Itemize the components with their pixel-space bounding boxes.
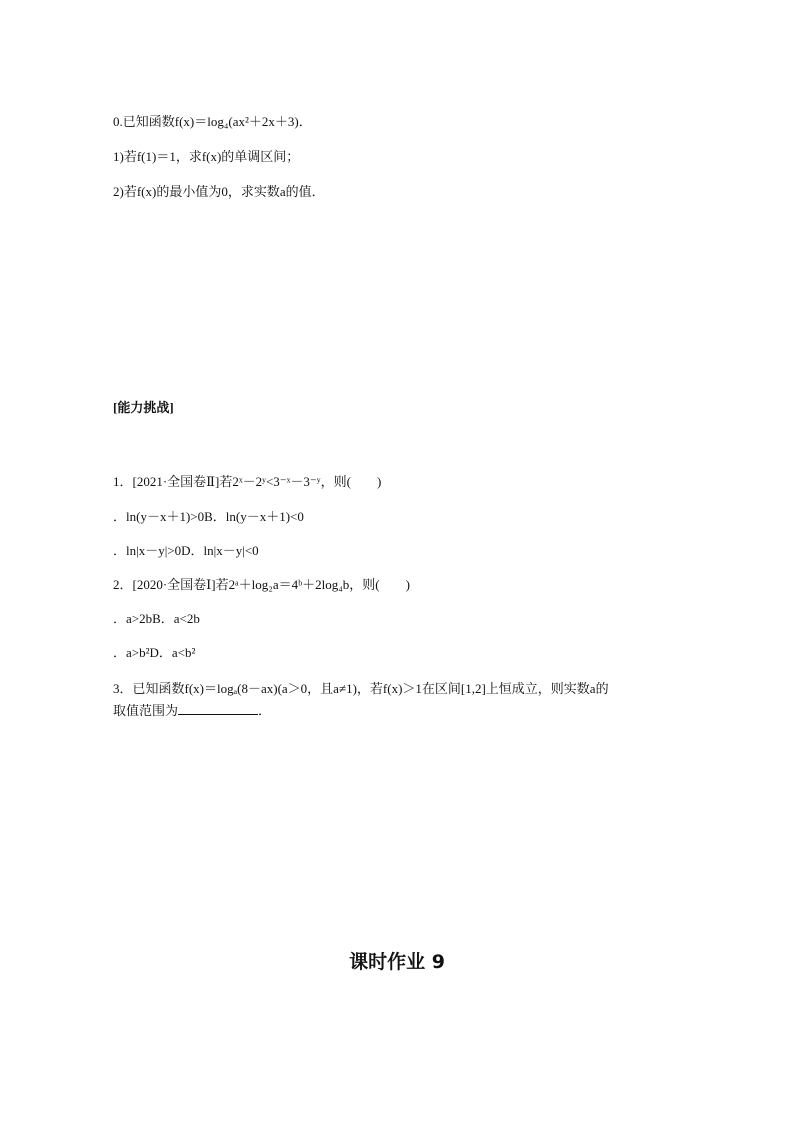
q3-question (113, 678, 685, 722)
q3-stem: 3．已知函数f(x)＝logₐ(8－ax)(a＞0，且a≠1)，若f(x)＞1在区间[1,2]上恒成立，则实数a的 (113, 681, 609, 696)
section-heading: [能力挑战] (113, 400, 174, 415)
problem10-part1: 1)若f(1)＝1，求f(x)的单调区间； (113, 149, 300, 164)
page-title: 课时作业 9 (349, 951, 445, 973)
answer-blank[interactable] (178, 702, 258, 715)
q1-stem: 1．[2021·全国卷Ⅱ]若2ˣ－2ʸ<3⁻ˣ－3⁻ʸ，则( ) (113, 474, 382, 489)
problem10-stem: 0.已知函数f(x)＝log₄(ax²＋2x＋3)． (113, 114, 312, 129)
q1-options-cd: ．ln|x－y|>0D．ln|x－y|<0 (113, 543, 259, 558)
q2-stem: 2．[2020·全国卷Ⅰ]若2ᵃ＋log₂a＝4ᵇ＋2log₄b，则( ) (113, 577, 410, 592)
q3-stem-end: ． (258, 703, 272, 718)
q2-options-ab: ．a>2bB．a<2b (113, 611, 200, 626)
q3-stem-cont: 取值范围为 (113, 703, 179, 718)
q2-options-cd: ．a>b²D．a<b² (113, 645, 196, 660)
q1-options-ab: ．ln(y－x＋1)>0B．ln(y－x＋1)<0 (113, 509, 304, 524)
problem10-part2: 2)若f(x)的最小值为0，求实数a的值． (113, 184, 325, 199)
